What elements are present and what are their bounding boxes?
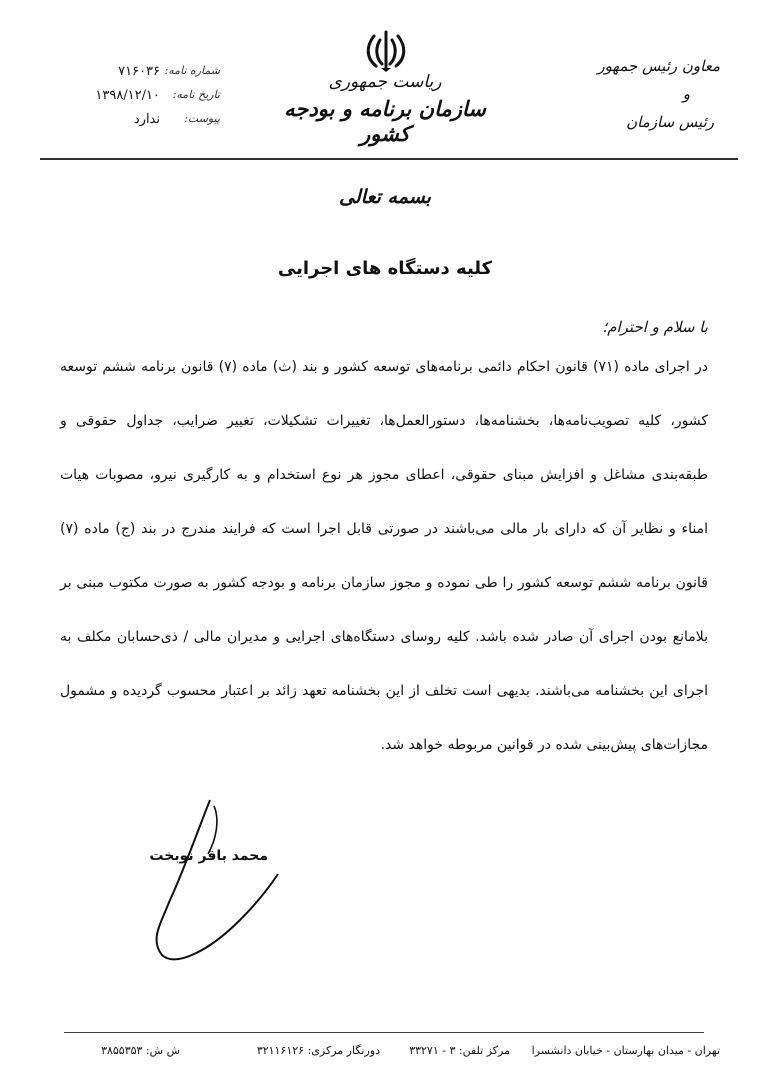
- letter-body: در اجرای ماده (۷۱) قانون احکام دائمی برنامه‌های توسعه کشور و بند (ث) ماده (۷) قانون برنامه ششم توسعه کشور، کلیه تصویب‌نامه‌ها، بخشنامه‌ها، دستورالعمل‌ها، تغییرات تشکیلات، تغییر ضرایب، جداول حقوقی و طبقه‌بندی مشاغل و افزایش مبنای حقوقی، اعطای مجوز هر نوع استخدام و به کارگیری نیرو، مصوبات هیات امناء و نظایر آن که دارای بار مالی می‌باشند در صورتی قابل اجرا است که فرایند مندرج در بند (ج) ماده (۷) قانون برنامه ششم توسعه کشور را طی نموده و مجوز سازمان برنامه و بودجه کشور به صورت مکتوب مبنی بر بلامانع بودن اجرای آن صادر شده باشد. کلیه روسای دستگاه‌های اجرایی و مدیران مالی / ذی‌حسابان مکلف به اجرای این بخشنامه می‌باشند. بدیهی است تخلف از این بخشنامه تعهد زائد بر اعتبار محسوب گردیده و مشمول مجازات‌های پیش‌بینی شده در قوانین مربوطه خواهد شد.: [60, 359, 708, 753]
- signer-name: محمد باقر نوبخت: [149, 848, 268, 864]
- emblem-icon: [364, 28, 408, 74]
- invocation: بسمه تعالی: [339, 186, 431, 208]
- org-line-1: ریاست جمهوری: [328, 72, 442, 92]
- meta-date-row: [40, 88, 220, 112]
- footer: [60, 1044, 720, 1064]
- signature-graphic: [110, 790, 310, 970]
- meta-number-row: [40, 64, 220, 88]
- issuer-title: [560, 52, 720, 136]
- letter-attachment-label: پیوست:: [184, 112, 220, 125]
- letter-date-label: تاریخ نامه:: [172, 88, 220, 101]
- org-line-2: سازمان برنامه و بودجه کشور: [284, 96, 486, 146]
- footer-fax: دورنگار مرکزی: ۳۲۱۱۶۱۲۶: [256, 1044, 380, 1057]
- footer-po-box: ش ش: ۳۸۵۵۳۵۳: [101, 1044, 180, 1057]
- greeting: با سلام و احترام؛: [602, 318, 708, 336]
- letter-number: ۷۱۶۰۳۶: [118, 64, 160, 79]
- recipient: کلیه دستگاه های اجرایی: [277, 258, 493, 279]
- letter-date: ۱۳۹۸/۱۲/۱۰: [95, 88, 160, 103]
- footer-divider: [64, 1032, 704, 1033]
- issuer-line-2: و: [682, 85, 690, 103]
- organization-title: [270, 72, 500, 146]
- letter-meta: [40, 64, 220, 136]
- meta-attachment-row: [40, 112, 220, 136]
- issuer-line-1: معاون رئیس جمهور: [597, 57, 720, 75]
- letter-attachment: ندارد: [133, 112, 160, 127]
- footer-switchboard: مرکز تلفن: ۳ - ۳۳۲۷۱: [409, 1044, 510, 1057]
- header-divider: [40, 158, 738, 160]
- footer-address: تهران - میدان بهارستان - خیابان دانشسرا: [531, 1044, 720, 1057]
- letter-number-label: شماره نامه:: [164, 64, 220, 77]
- issuer-line-3: رئیس سازمان: [626, 113, 714, 131]
